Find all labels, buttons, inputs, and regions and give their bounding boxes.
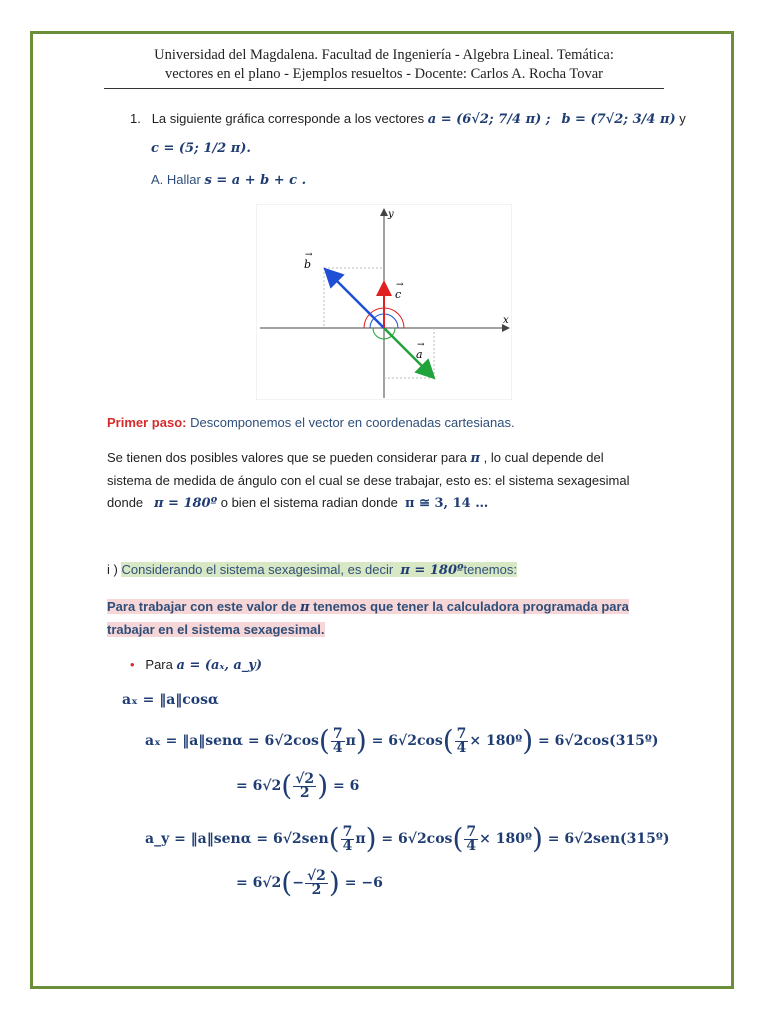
eq3-fraction: $\frac{√2}{2}$ <box>295 770 315 801</box>
vector-figure <box>256 204 512 400</box>
equation-ay-line-1: a_y = ‖a‖senα = 6√2sen( $\frac{7}{4}$ π) = 6√2cos( $\frac{7}{4}$ × 180º) = 6√2sen(315º) <box>145 822 670 855</box>
equation-ay-line-2: = 6√2(− $\frac{√2}{2}$ ) = −6 <box>236 866 383 899</box>
eq4-right: = 6√2sen(315º) <box>547 831 670 847</box>
bullet-label: Para <box>145 657 173 672</box>
note-line-2-text: trabajar en el sistema sexagesimal. <box>107 622 325 637</box>
paragraph-line-1a: Se tienen dos posibles valores que se pueden considerar para <box>107 450 467 465</box>
eq4-left: a_y = ‖a‖senα = 6√2sen <box>145 831 329 847</box>
eq3-left: = 6√2 <box>236 778 282 794</box>
y-axis-label: y <box>388 209 394 220</box>
equation-ax-definition: aₓ = ‖a‖cosα <box>122 692 219 708</box>
eq2-fraction-1: $\frac{7}{4}$ <box>332 725 343 756</box>
radian-equation: π ≅ 3, 14 … <box>405 496 489 511</box>
problem-intro: La siguiente gráfica corresponde a los vectores <box>151 111 425 126</box>
vector-c-line <box>151 140 251 157</box>
task-line <box>151 172 306 189</box>
case-i-highlight <box>121 562 517 577</box>
eq4-pi: π <box>355 831 366 847</box>
note-pi: π <box>299 600 310 615</box>
problem-statement <box>130 111 686 128</box>
vector-a-definition: a = (6√2; 7/4 π) ; <box>427 112 551 127</box>
vector-b-label: b <box>304 258 312 271</box>
eq5-right: = −6 <box>344 875 383 891</box>
vector-b-definition: b = (7√2; 3/4 π) <box>561 112 676 127</box>
note-line-1 <box>107 596 667 619</box>
header-divider <box>104 88 664 89</box>
equation-ax-line-2: = 6√2( $\frac{√2}{2}$ ) = 6 <box>236 769 360 802</box>
case-i-suffix: tenemos: <box>463 562 517 577</box>
bullet-expression: a = (aₓ, a_y) <box>176 658 263 673</box>
paragraph-line-1b: , lo cual depende del <box>483 450 604 465</box>
vector-b-arrow-mark: → <box>305 250 313 260</box>
first-step-label: Primer paso: <box>107 415 187 430</box>
case-i-prefix: i ) <box>107 562 118 577</box>
paragraph-line-3 <box>107 492 667 515</box>
problem-number: 1. <box>130 111 141 126</box>
paragraph-line-3b: o bien el sistema radian donde <box>220 495 398 510</box>
vector-a-arrow-mark: → <box>417 340 425 350</box>
x-axis-label: x <box>503 315 509 326</box>
document-header <box>60 46 708 84</box>
paragraph-line-3a: donde <box>107 495 144 510</box>
eq3-right: = 6 <box>333 778 360 794</box>
explanation-paragraph <box>107 447 667 515</box>
vector-c-label: c <box>395 288 402 301</box>
header-line-1: Universidad del Magdalena. Facultad de Ingeniería - Algebra Lineal. Temática: <box>154 47 614 63</box>
case-i-text: Considerando el sistema sexagesimal, es decir <box>121 562 394 577</box>
eq4-mid: = 6√2cos <box>381 831 453 847</box>
vector-a-label: a <box>416 348 423 361</box>
eq2-fraction-2: $\frac{7}{4}$ <box>456 725 467 756</box>
eq5-fraction: $\frac{√2}{2}$ <box>306 867 326 898</box>
first-step <box>107 415 515 430</box>
task-expression: s = a + b + c . <box>204 173 307 188</box>
eq5-minus: − <box>292 875 304 891</box>
sexagesimal-equation: π = 180º <box>154 496 218 511</box>
note-line-1b: tenemos que tener la calculadora programada para <box>313 599 629 614</box>
eq4-fraction-1: $\frac{7}{4}$ <box>342 823 353 854</box>
pi-symbol: π <box>470 451 481 466</box>
equation-ax-line-1: aₓ = ‖a‖senα = 6√2cos( $\frac{7}{4}$ π) = 6√2cos( $\frac{7}{4}$ × 180º) = 6√2cos(315º) <box>145 724 659 757</box>
eq4-times: × 180º <box>479 831 532 847</box>
vector-c-definition: c = (5; 1/2 π). <box>151 141 251 156</box>
note-line-2 <box>107 619 667 641</box>
vector-c-arrow-mark: → <box>396 280 404 290</box>
note-line-1a: Para trabajar con este valor de <box>107 599 297 614</box>
eq2-times: × 180º <box>469 733 523 749</box>
eq2-left: aₓ = ‖a‖senα = 6√2cos <box>145 733 319 749</box>
eq2-right: = 6√2cos(315º) <box>538 733 659 749</box>
paragraph-line-1 <box>107 447 667 470</box>
task-label: A. Hallar <box>151 172 201 187</box>
eq2-pi: π <box>345 733 356 749</box>
bullet-item <box>130 654 690 677</box>
conjunction: y <box>679 111 686 126</box>
bullet-dot: • <box>130 657 135 672</box>
paragraph-line-2: sistema de medida de ángulo con el cual se dese trabajar, esto es: el sistema sexagesimal <box>107 473 630 488</box>
eq2-mid: = 6√2cos <box>371 733 443 749</box>
eq4-fraction-2: $\frac{7}{4}$ <box>466 823 477 854</box>
case-i-equation: π = 180º <box>400 563 464 578</box>
case-i-heading <box>107 559 667 582</box>
header-line-2: vectores en el plano - Ejemplos resueltos - Docente: Carlos A. Rocha Tovar <box>164 66 604 82</box>
calculator-note <box>107 596 667 641</box>
eq5-left: = 6√2 <box>236 875 282 891</box>
first-step-text: Descomponemos el vector en coordenadas cartesianas. <box>190 415 515 430</box>
